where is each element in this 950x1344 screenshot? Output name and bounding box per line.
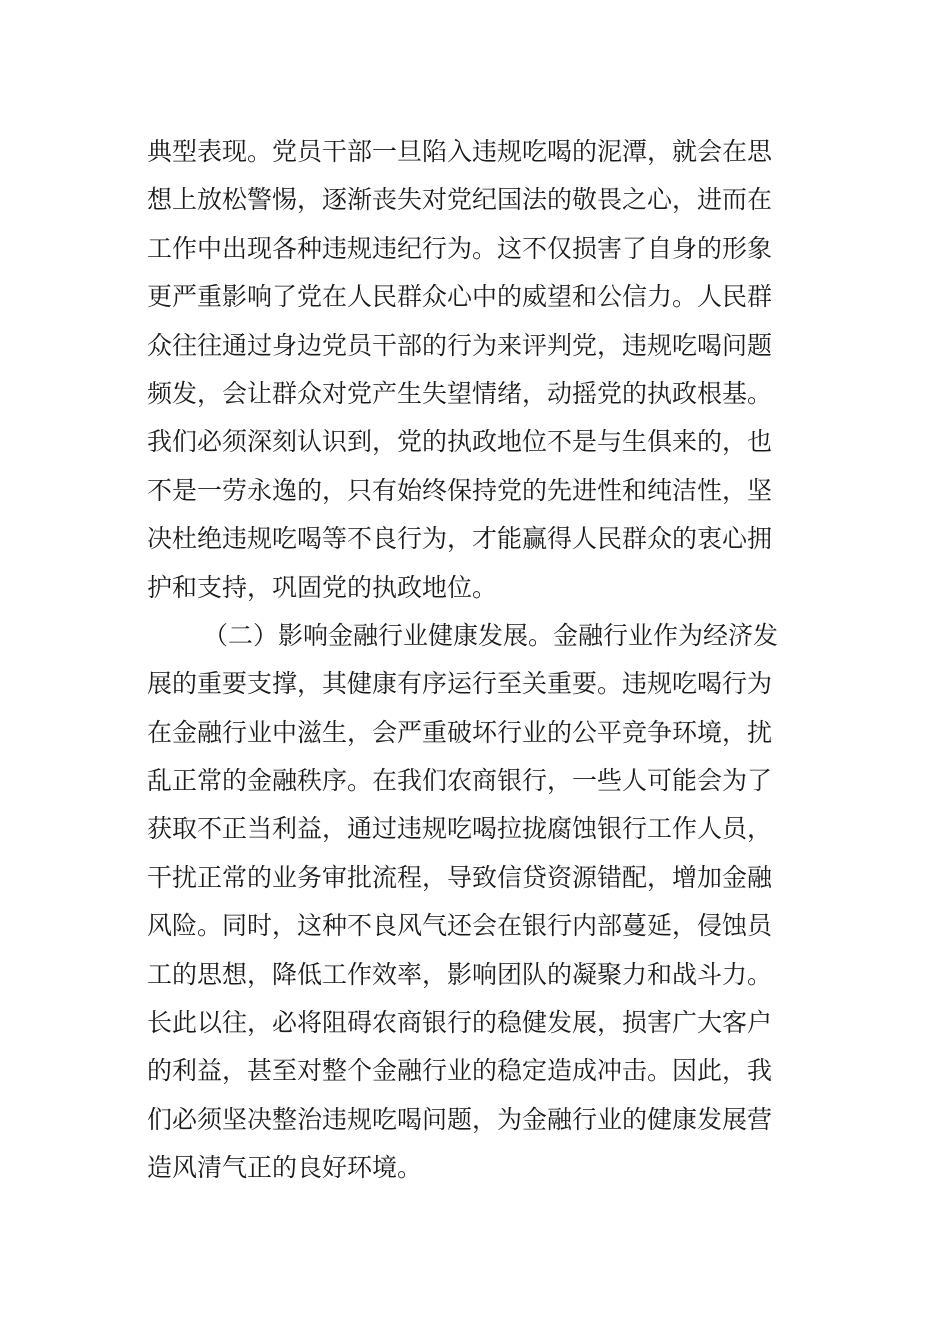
- text-line: 展的重要支撑，其健康有序运行至关重要。违规吃喝行为: [147, 669, 773, 699]
- text-line: 工作中出现各种违规违纪行为。这不仅损害了自身的形象: [147, 233, 773, 263]
- document-body: [147, 128, 807, 1193]
- text-line: 护和支持，巩固党的执政地位。: [147, 572, 498, 602]
- text-line: 乱正常的金融秩序。在我们农商银行，一些人可能会为了: [147, 766, 773, 796]
- text-line: 造风清气正的良好环境。: [147, 1153, 423, 1183]
- text-line: 典型表现。党员干部一旦陷入违规吃喝的泥潭，就会在思: [147, 137, 773, 166]
- text-line: 在金融行业中滋生，会严重破坏行业的公平竞争环境，扰: [147, 717, 773, 747]
- text-line: 决杜绝违规吃喝等不良行为，才能赢得人民群众的衷心拥: [147, 524, 773, 554]
- paragraph-2: [147, 612, 807, 1193]
- text-line: 风险。同时，这种不良风气还会在银行内部蔓延，侵蚀员: [147, 911, 773, 941]
- text-line: （二）影响金融行业健康发展。金融行业作为经济发: [203, 620, 779, 650]
- text-line: 想上放松警惕，逐渐丧失对党纪国法的敬畏之心，进而在: [147, 185, 773, 215]
- text-line: 的利益，甚至对整个金融行业的稳定造成冲击。因此，我: [147, 1056, 773, 1086]
- text-line: 们必须坚决整治违规吃喝问题，为金融行业的健康发展营: [147, 1104, 773, 1134]
- text-line: 更严重影响了党在人民群众心中的威望和公信力。人民群: [147, 282, 773, 312]
- text-line: 干扰正常的业务审批流程，导致信贷资源错配，增加金融: [147, 862, 773, 892]
- text-line: 我们必须深刻认识到，党的执政地位不是与生俱来的，也: [147, 427, 773, 457]
- text-line: 获取不正当利益，通过违规吃喝拉拢腐蚀银行工作人员，: [147, 814, 773, 844]
- paragraph-1: [147, 128, 807, 612]
- text-line: 不是一劳永逸的，只有始终保持党的先进性和纯洁性，坚: [147, 475, 773, 505]
- text-line: 众往往通过身边党员干部的行为来评判党，违规吃喝问题: [147, 330, 773, 360]
- text-line: 长此以往，必将阻碍农商银行的稳健发展，损害广大客户: [147, 1008, 773, 1038]
- text-line: 频发，会让群众对党产生失望情绪，动摇党的执政根基。: [147, 378, 773, 408]
- text-line: 工的思想，降低工作效率，影响团队的凝聚力和战斗力。: [147, 959, 773, 989]
